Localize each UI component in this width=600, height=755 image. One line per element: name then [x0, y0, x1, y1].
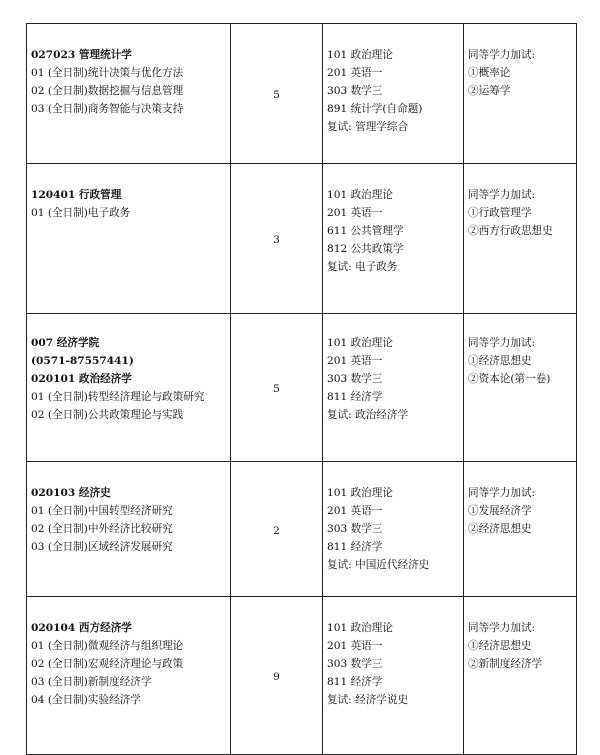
- program-cell: [27, 597, 231, 755]
- enrollment-count: 9: [273, 671, 280, 683]
- exam-subject: 811 经济学: [327, 391, 383, 403]
- enrollment-cell: [231, 164, 323, 314]
- additional-tests-cell: [464, 314, 577, 462]
- research-direction: 01 (全日制)电子政务: [31, 207, 131, 219]
- exam-subject: 303 数学三: [327, 85, 383, 97]
- additional-test: ①经济思想史: [468, 355, 532, 367]
- additional-test: 同等学力加试:: [468, 337, 536, 349]
- additional-test: ②西方行政思想史: [468, 225, 553, 237]
- additional-test: 同等学力加试:: [468, 49, 536, 61]
- enrollment-count: 5: [273, 383, 280, 395]
- program-heading: 020103 经济史: [31, 487, 111, 499]
- additional-tests-cell: [464, 164, 577, 314]
- additional-test: ②经济思想史: [468, 523, 532, 535]
- additional-test: ①经济思想史: [468, 640, 532, 652]
- program-heading: 120401 行政管理: [31, 189, 122, 201]
- exam-subject: 891 统计学(自命题): [327, 103, 423, 115]
- enrollment-cell: [231, 314, 323, 462]
- research-direction: 04 (全日制)实验经济学: [31, 694, 141, 706]
- enrollment-cell: [231, 597, 323, 755]
- enrollment-count: 5: [273, 89, 280, 101]
- exam-subject: 303 数学三: [327, 373, 383, 385]
- exam-subject: 101 政治理论: [327, 487, 393, 499]
- exam-subject: 101 政治理论: [327, 49, 393, 61]
- exam-subject: 101 政治理论: [327, 622, 393, 634]
- exam-subject: 101 政治理论: [327, 189, 393, 201]
- exam-subjects-cell: [323, 164, 464, 314]
- program-cell: [27, 164, 231, 314]
- exam-subject: 201 英语一: [327, 640, 383, 652]
- program-heading: 020104 西方经济学: [31, 622, 132, 634]
- research-direction: 02 (全日制)中外经济比较研究: [31, 523, 173, 535]
- additional-test: ①发展经济学: [468, 505, 532, 517]
- program-row: [27, 597, 577, 755]
- research-direction: 03 (全日制)区域经济发展研究: [31, 541, 173, 553]
- research-direction: 01 (全日制)统计决策与优化方法: [31, 67, 184, 79]
- enrollment-count: 2: [273, 524, 280, 537]
- exam-subject: 811 经济学: [327, 676, 383, 688]
- admissions-catalog-table: [26, 23, 577, 755]
- catalog-body: [27, 24, 577, 755]
- additional-tests-cell: [464, 24, 577, 164]
- exam-subjects-cell: [323, 24, 464, 164]
- exam-subject: 复试: 管理学综合: [327, 121, 409, 133]
- program-row: [27, 164, 577, 314]
- research-direction: 03 (全日制)商务智能与决策支持: [31, 103, 184, 115]
- exam-subjects-cell: [323, 462, 464, 597]
- exam-subject: 复试: 电子政务: [327, 261, 398, 273]
- program-row: [27, 24, 577, 164]
- exam-subject: 复试: 中国近代经济史: [327, 559, 430, 571]
- exam-subjects-cell: [323, 314, 464, 462]
- enrollment-cell: [231, 24, 323, 164]
- additional-test: 同等学力加试:: [468, 622, 536, 634]
- enrollment-cell: [231, 462, 323, 597]
- exam-subjects-cell: [323, 597, 464, 755]
- program-cell: [27, 24, 231, 164]
- exam-subject: 复试: 经济学说史: [327, 694, 409, 706]
- research-direction: 01 (全日制)中国转型经济研究: [31, 505, 173, 517]
- exam-subject: 303 数学三: [327, 658, 383, 670]
- program-cell: [27, 462, 231, 597]
- enrollment-count: 3: [273, 234, 280, 246]
- program-row: [27, 314, 577, 462]
- exam-subject: 101 政治理论: [327, 337, 393, 349]
- additional-test: 同等学力加试:: [468, 487, 536, 499]
- additional-tests-cell: [464, 597, 577, 755]
- program-row: [27, 462, 577, 597]
- program-cell: [27, 314, 231, 462]
- exam-subject: 复试: 政治经济学: [327, 409, 409, 421]
- exam-subject: 812 公共政策学: [327, 243, 404, 255]
- program-heading: 027023 管理统计学: [31, 49, 132, 61]
- additional-test: ②资本论(第一卷): [468, 373, 551, 385]
- research-direction: 01 (全日制)微观经济与组织理论: [31, 640, 184, 652]
- exam-subject: 201 英语一: [327, 505, 383, 517]
- research-direction: 02 (全日制)宏观经济理论与政策: [31, 658, 184, 670]
- exam-subject: 303 数学三: [327, 523, 383, 535]
- additional-test: 同等学力加试:: [468, 189, 536, 201]
- additional-test: ②新制度经济学: [468, 658, 543, 670]
- additional-test: ②运筹学: [468, 85, 511, 97]
- exam-subject: 201 英语一: [327, 67, 383, 79]
- research-direction: 03 (全日制)新制度经济学: [31, 676, 152, 688]
- research-direction: 02 (全日制)数据挖掘与信息管理: [31, 85, 184, 97]
- research-direction: 01 (全日制)转型经济理论与政策研究: [31, 391, 205, 403]
- exam-subject: 201 英语一: [327, 355, 383, 367]
- additional-tests-cell: [464, 462, 577, 597]
- program-heading: (0571-87557441): [31, 355, 134, 367]
- program-heading: 007 经济学院: [31, 337, 100, 349]
- exam-subject: 201 英语一: [327, 207, 383, 219]
- exam-subject: 611 公共管理学: [327, 225, 404, 237]
- additional-test: ①行政管理学: [468, 207, 532, 219]
- additional-test: ①概率论: [468, 67, 511, 79]
- research-direction: 02 (全日制)公共政策理论与实践: [31, 409, 184, 421]
- program-heading: 020101 政治经济学: [31, 373, 132, 385]
- exam-subject: 811 经济学: [327, 541, 383, 553]
